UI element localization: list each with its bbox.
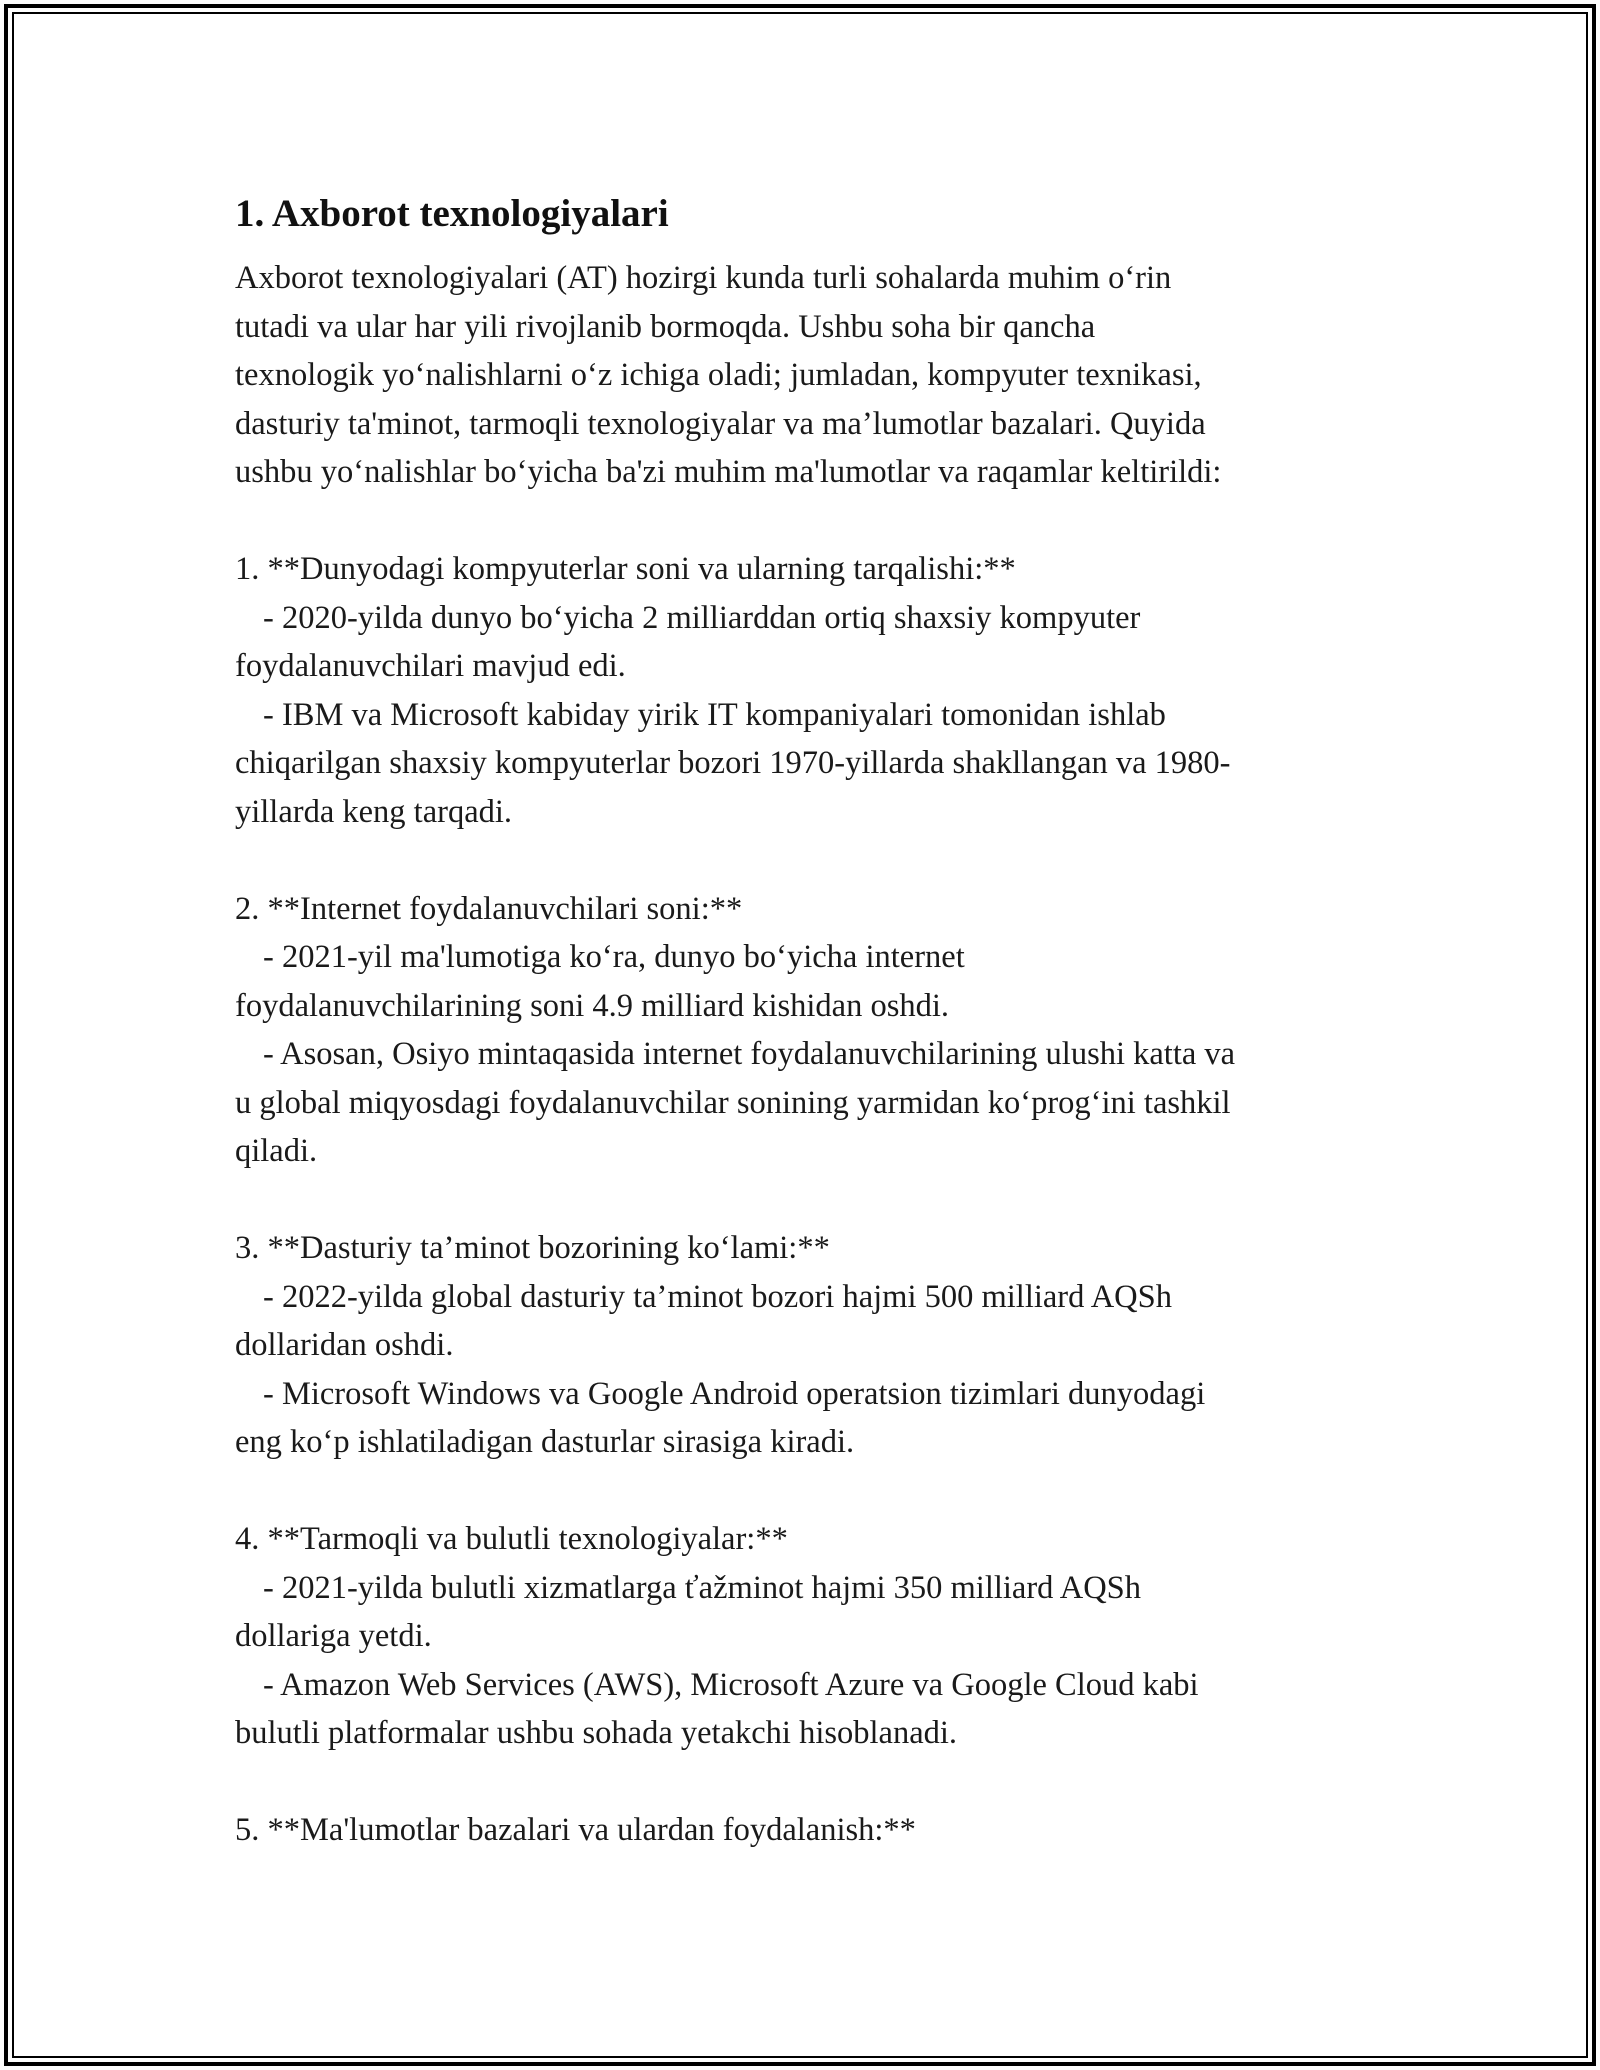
section-heading: 4. **Tarmoqli va bulutli texnologiyalar:**: [235, 1521, 788, 1557]
bullet-item: - 2021-yilda bulutli xizmatlarga ťažminot hajmi 350 milliard AQSh dollariga yetdi.: [235, 1569, 1142, 1654]
section-heading: 5. **Ma'lumotlar bazalari va ulardan foydalanish:**: [235, 1812, 916, 1848]
section-2: [235, 885, 1375, 1176]
section-heading: 2. **Internet foydalanuvchilari soni:**: [235, 890, 743, 927]
bullet-item: - 2021-yil ma'lumotiga ko‘ra, dunyo bo‘yicha internet foydalanuvchilarining soni 4.9 milliard kishidan oshdi.: [235, 939, 965, 1024]
section-1: [235, 545, 1375, 836]
section-heading: 3. **Dasturiy ta’minot bozorining ko‘lami:**: [235, 1230, 830, 1266]
bullet-item: - 2022-yilda global dasturiy ta’minot bozori hajmi 500 milliard AQSh dollaridan oshdi.: [235, 1278, 1172, 1363]
intro-paragraph: Axborot texnologiyalari (AT) hozirgi kunda turli sohalarda muhim o‘rin tutadi va ular har yili rivojlanib bormoqda. Ushbu soha bir qancha texnologik yo‘nalishlarni o‘z ichiga oladi; jumladan, kompyuter texnikasi, dasturiy ta'minot, tarmoqli texnologiyalar va ma’lumotlar bazalari. Quyida ushbu yo‘nalishlar bo‘yicha ba'zi muhim ma'lumotlar va raqamlar keltirildi:: [235, 260, 1222, 490]
bullet-item: - Microsoft Windows va Google Android operatsion tizimlari dunyodagi eng ko‘p ishlatiladigan dasturlar sirasiga kiradi.: [235, 1375, 1206, 1460]
section-5: [235, 1806, 1375, 1855]
bullet-item: - Amazon Web Services (AWS), Microsoft Azure va Google Cloud kabi bulutli platformalar ushbu sohada yetakchi hisoblanadi.: [235, 1666, 1199, 1751]
document-title: 1. Axborot texnologiyalari: [235, 192, 669, 235]
bullet-item: - 2020-yilda dunyo bo‘yicha 2 milliarddan ortiq shaxsiy kompyuter foydalanuvchilari mavjud edi.: [235, 599, 1141, 684]
bullet-item: - Asosan, Osiyo mintaqasida internet foydalanuvchilarining ulushi katta va u global miqyosdagi foydalanuvchilar sonining yarmidan ko‘prog‘ini tashkil qiladi.: [235, 1036, 1236, 1169]
section-4: [235, 1515, 1375, 1758]
document-body: [235, 188, 1375, 1855]
bullet-item: - IBM va Microsoft kabiday yirik IT kompaniyalari tomonidan ishlab chiqarilgan shaxsiy kompyuterlar bozori 1970-yillarda shakllangan va 1980- yillarda keng tarqadi.: [235, 696, 1231, 830]
sections-container: [235, 545, 1375, 1855]
section-heading: 1. **Dunyodagi kompyuterlar soni va ularning tarqalishi:**: [235, 551, 1016, 587]
section-3: [235, 1224, 1375, 1467]
